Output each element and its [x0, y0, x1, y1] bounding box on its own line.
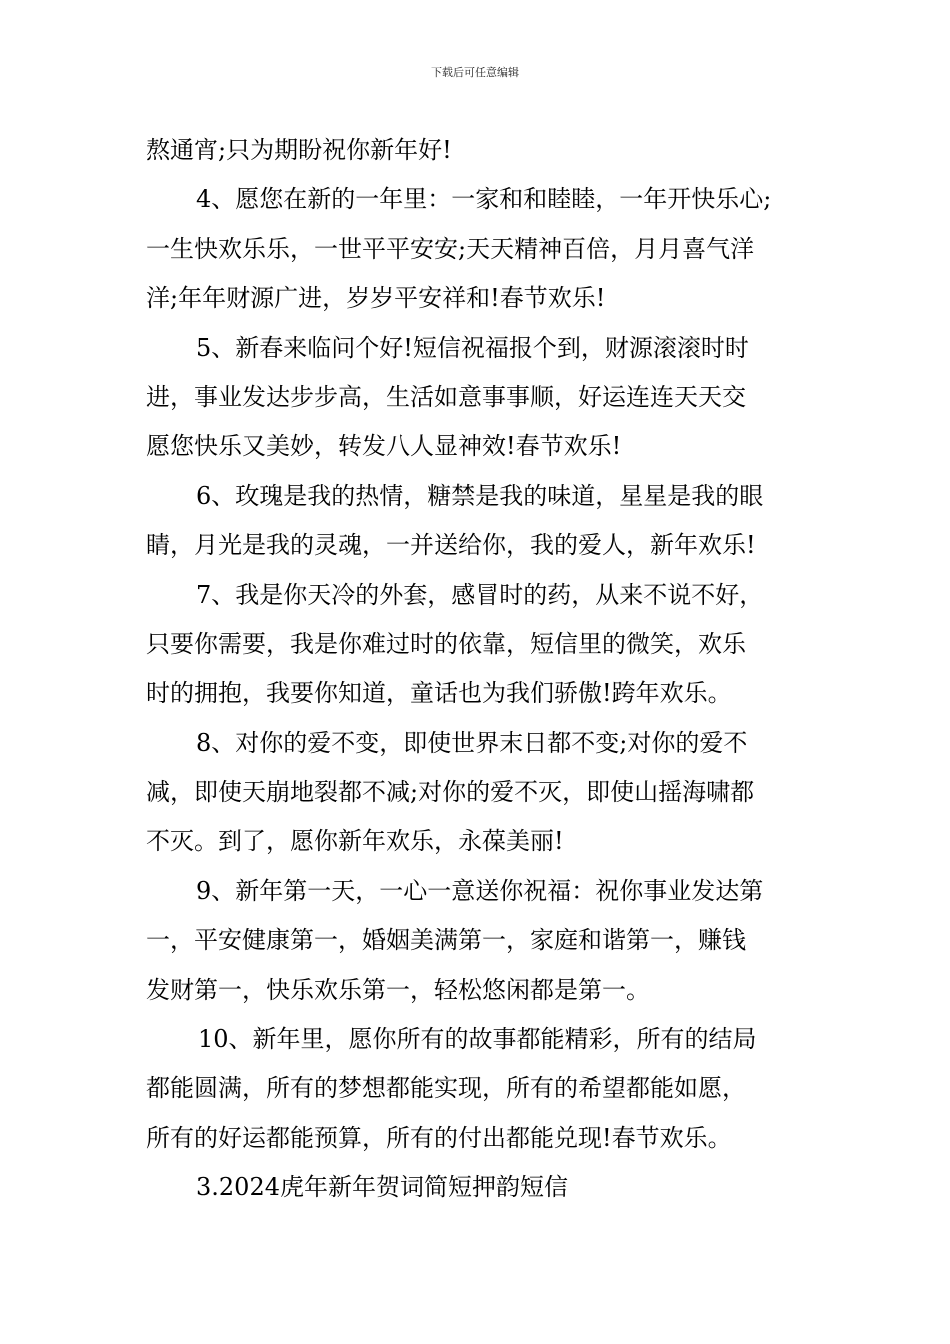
paragraph-line: 6、玫瑰是我的热情，糖禁是我的味道，星星是我的眼 — [196, 481, 764, 510]
paragraph-line: 所有的好运都能预算，所有的付出都能兑现!春节欢乐。 — [146, 1123, 732, 1152]
paragraph-p-cont — [146, 126, 811, 175]
paragraph-line: 10、新年里，愿你所有的故事都能精彩，所有的结局 — [198, 1025, 757, 1054]
paragraph-p5 — [146, 324, 811, 472]
paragraph-line: 愿您快乐又美妙，转发八人显神效!春节欢乐! — [146, 432, 622, 461]
paragraph-line: 减，即使天崩地裂都不减;对你的爱不灭，即使山摇海啸都 — [146, 778, 755, 807]
paragraph-line: 不灭。到了，愿你新年欢乐，永葆美丽! — [146, 827, 564, 856]
paragraph-line: 只要你需要，我是你难过时的依靠，短信里的微笑，欢乐 — [146, 629, 746, 658]
paragraph-line: 8、对你的爱不变，即使世界末日都不变;对你的爱不 — [196, 728, 748, 757]
paragraph-line: 一生快欢乐乐，一世平平安安;天天精神百倍，月月喜气洋 — [146, 234, 755, 263]
paragraph-section-3 — [146, 1163, 811, 1212]
paragraph-p6 — [146, 472, 811, 571]
paragraph-line: 熬通宵;只为期盼祝你新年好! — [146, 136, 452, 164]
document-body — [146, 126, 811, 1213]
paragraph-line: 7、我是你天冷的外套，感冒时的药，从来不说不好， — [196, 580, 764, 609]
paragraph-line: 5、新春来临问个好!短信祝福报个到，财源滚滚时时 — [196, 333, 749, 362]
paragraph-line: 洋;年年财源广进，岁岁平安祥和!春节欢乐! — [146, 284, 606, 313]
paragraph-p7 — [146, 571, 811, 719]
paragraph-line: 4、愿您在新的一年里：一家和和睦睦，一年开快乐心; — [196, 185, 772, 214]
paragraph-line: 9、新年第一天，一心一意送你祝福：祝你事业发达第 — [196, 876, 764, 905]
paragraph-line: 发财第一，快乐欢乐第一，轻松悠闲都是第一。 — [146, 975, 650, 1004]
paragraph-line: 时的拥抱，我要你知道，童话也为我们骄傲!跨年欢乐。 — [146, 679, 732, 708]
paragraph-line: 3.2024虎年新年贺词简短押韵短信 — [196, 1173, 568, 1202]
paragraph-line: 睛，月光是我的灵魂，一并送给你，我的爱人，新年欢乐! — [146, 531, 756, 560]
page-header-note: 下载后可任意编辑 — [431, 66, 519, 79]
paragraph-p9 — [146, 867, 811, 1015]
paragraph-line: 都能圆满，所有的梦想都能实现，所有的希望都能如愿， — [146, 1074, 746, 1103]
paragraph-p8 — [146, 719, 811, 867]
paragraph-line: 进，事业发达步步高，生活如意事事顺，好运连连天天交 — [146, 382, 746, 411]
paragraph-line: 一，平安健康第一，婚姻美满第一，家庭和谐第一，赚钱 — [146, 926, 746, 955]
paragraph-p4 — [146, 175, 811, 323]
paragraph-p10 — [146, 1015, 811, 1163]
